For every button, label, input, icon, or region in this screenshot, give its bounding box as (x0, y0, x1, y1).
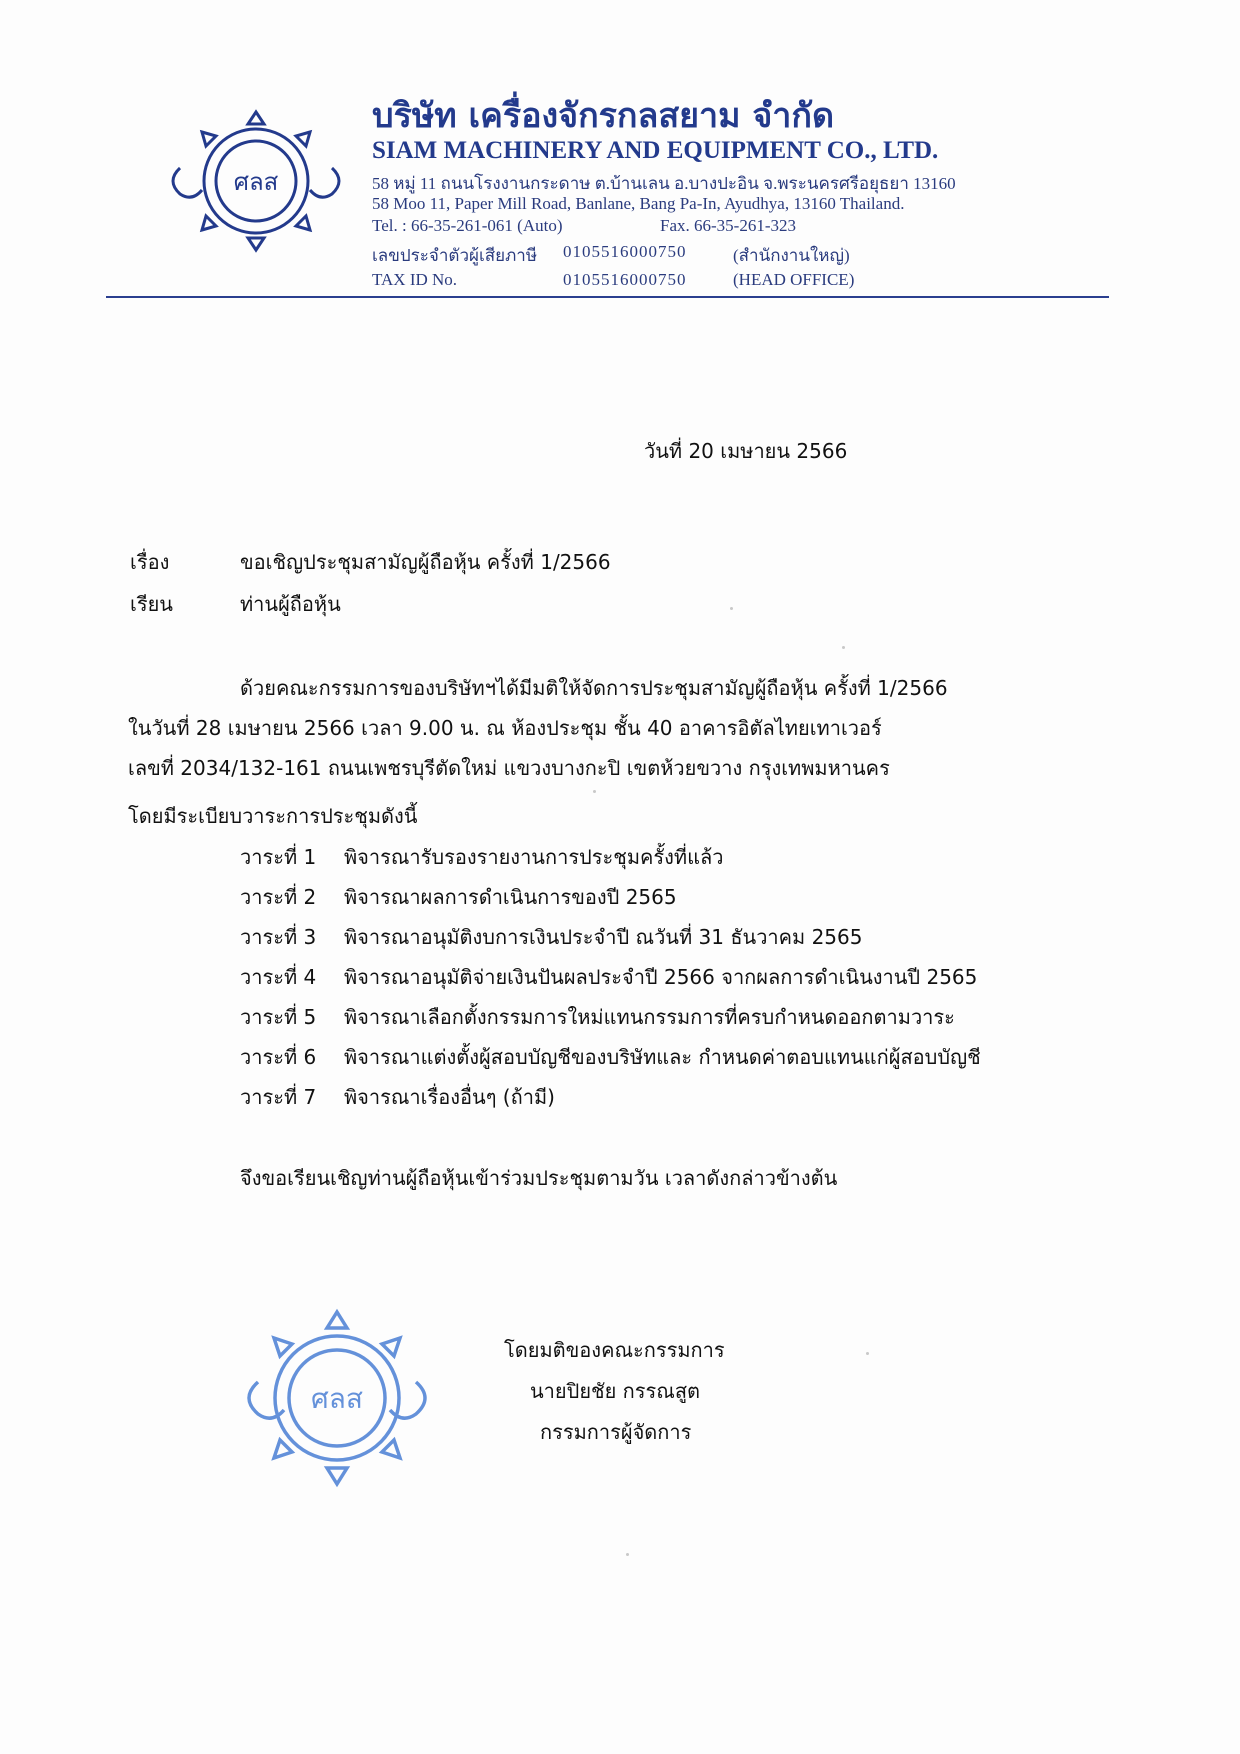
agenda-text: พิจารณารับรองรายงานการประชุมครั้งที่แล้ว (344, 845, 724, 869)
agenda-number: วาระที่ 5 (240, 1005, 317, 1029)
paragraph-line: เลขที่ 2034/132-161 ถนนเพชรบุรีตัดใหม่ แขวงบางกะปิ เขตห้วยขวาง กรุงเทพมหานคร (128, 756, 890, 780)
subject-text: ขอเชิญประชุมสามัญผู้ถือหุ้น ครั้งที่ 1/2566 (240, 550, 611, 574)
recipient-label: เรียน (130, 592, 173, 616)
agenda-number: วาระที่ 2 (240, 885, 317, 909)
closing-text: จึงขอเรียนเชิญท่านผู้ถือหุ้นเข้าร่วมประชุมตามวัน เวลาดังกล่าวข้างต้น (240, 1166, 838, 1190)
stamp-monogram: ศลส (310, 1382, 364, 1415)
agenda-item (240, 841, 723, 873)
agenda-text: พิจารณาเลือกตั้งกรรมการใหม่แทนกรรมการที่ครบกำหนดออกตามวาระ (344, 1005, 955, 1029)
agenda-number: วาระที่ 4 (240, 965, 317, 989)
agenda-item (240, 1081, 555, 1113)
agenda-number: วาระที่ 6 (240, 1045, 317, 1069)
office-en: (HEAD OFFICE) (733, 270, 855, 289)
logo-monogram: ศลส (233, 168, 279, 196)
agenda-text: พิจารณาแต่งตั้งผู้สอบบัญชีของบริษัทและ กำหนดค่าตอบแทนแก่ผู้สอบบัญชี (344, 1045, 981, 1069)
telephone: Tel. : 66-35-261-061 (Auto) (372, 216, 563, 235)
letterhead-divider (106, 296, 1109, 298)
signatory-title: กรรมการผู้จัดการ (540, 1420, 692, 1444)
scan-speck (842, 646, 845, 649)
scan-speck (730, 607, 733, 610)
company-name-en: SIAM MACHINERY AND EQUIPMENT CO., LTD. (372, 137, 939, 164)
company-name-th: บริษัท เครื่องจักรกลสยาม จำกัด (372, 96, 835, 136)
address-th: 58 หมู่ 11 ถนนโรงงานกระดาษ ต.บ้านเลน อ.บางปะอิน จ.พระนครศรีอยุธยา 13160 (372, 174, 956, 193)
agenda-number: วาระที่ 7 (240, 1085, 317, 1109)
agenda-text: พิจารณาเรื่องอื่นๆ (ถ้ามี) (344, 1085, 555, 1109)
tax-label-th: เลขประจำตัวผู้เสียภาษี (372, 246, 538, 265)
letter-date: วันที่ 20 เมษายน 2566 (644, 439, 848, 463)
scan-speck (593, 790, 596, 793)
subject-label: เรื่อง (130, 550, 170, 574)
agenda-number: วาระที่ 1 (240, 845, 317, 869)
paragraph-line: ในวันที่ 28 เมษายน 2566 เวลา 9.00 น. ณ ห้องประชุม ชั้น 40 อาคารอิตัลไทยเทาเวอร์ (128, 716, 882, 740)
agenda-text: พิจารณาอนุมัติงบการเงินประจำปี ณวันที่ 31 ธันวาคม 2565 (344, 925, 863, 949)
company-logo (162, 102, 350, 260)
tax-id-en: 0105516000750 (563, 270, 687, 289)
fax: Fax. 66-35-261-323 (660, 216, 796, 235)
signatory-name: นายปิยชัย กรรณสูต (530, 1379, 701, 1403)
tax-label-en: TAX ID No. (372, 270, 458, 289)
tax-id-th: 0105516000750 (563, 242, 687, 261)
agenda-item (240, 881, 677, 913)
office-th: (สำนักงานใหญ่) (733, 246, 850, 265)
recipient-text: ท่านผู้ถือหุ้น (240, 592, 341, 616)
agenda-item (240, 961, 977, 993)
company-stamp (232, 1290, 442, 1506)
scan-speck (626, 1553, 629, 1556)
paragraph-line: ด้วยคณะกรรมการของบริษัทฯได้มีมติให้จัดการประชุมสามัญผู้ถือหุ้น ครั้งที่ 1/2566 (240, 676, 948, 700)
agenda-text: พิจารณาอนุมัติจ่ายเงินปันผลประจำปี 2566 จากผลการดำเนินงานปี 2565 (344, 965, 978, 989)
agenda-item (240, 1001, 955, 1033)
scan-speck (866, 1352, 869, 1355)
agenda-item (240, 1041, 981, 1073)
agenda-intro: โดยมีระเบียบวาระการประชุมดังนี้ (128, 804, 418, 828)
agenda-item (240, 921, 862, 953)
agenda-number: วาระที่ 3 (240, 925, 317, 949)
signature-line: โดยมติของคณะกรรมการ (504, 1338, 725, 1362)
agenda-text: พิจารณาผลการดำเนินการของปี 2565 (344, 885, 677, 909)
address-en: 58 Moo 11, Paper Mill Road, Banlane, Bang Pa-In, Ayudhya, 13160 Thailand. (372, 194, 905, 213)
